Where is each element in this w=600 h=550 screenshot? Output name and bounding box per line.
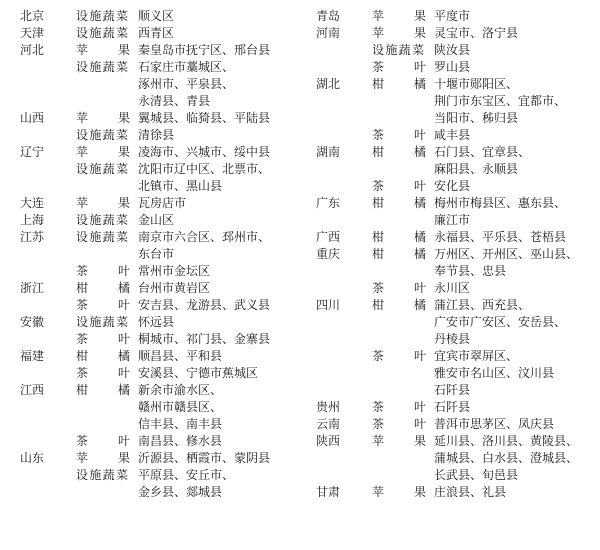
area-cell bbox=[434, 348, 590, 399]
table-row bbox=[20, 314, 296, 331]
area-line: 石门县、宜章县、 bbox=[433, 145, 530, 159]
province-cell: 湖南 bbox=[315, 145, 340, 159]
area-line: 永福县、平乐县、苍梧县 bbox=[433, 230, 566, 244]
table-row bbox=[20, 331, 296, 348]
area-cell bbox=[434, 433, 590, 484]
table-row bbox=[20, 127, 296, 144]
product-kind-label: 设施蔬菜 bbox=[76, 468, 128, 482]
table-row bbox=[20, 8, 296, 25]
province-cell: 辽宁 bbox=[20, 145, 45, 159]
area-line: 常州市金坛区 bbox=[138, 264, 211, 278]
product-kind-cell bbox=[372, 178, 434, 195]
product-kind-cell bbox=[76, 331, 138, 348]
area-cell bbox=[138, 297, 296, 314]
area-cell bbox=[138, 263, 296, 280]
area-cell bbox=[434, 195, 590, 229]
area-cell bbox=[138, 467, 296, 501]
area-line: 石阡县 bbox=[433, 400, 470, 414]
product-kind-label: 设施蔬菜 bbox=[76, 213, 128, 227]
product-kind-cell bbox=[372, 229, 434, 246]
product-kind-cell bbox=[372, 399, 434, 416]
table-row bbox=[316, 42, 590, 59]
area-line: 安溪县、宁德市蕉城区 bbox=[138, 366, 259, 380]
area-line: 瓦房店市 bbox=[138, 196, 187, 210]
area-line: 台州市黄岩区 bbox=[138, 281, 211, 295]
product-kind-cell bbox=[372, 416, 434, 433]
province-cell bbox=[20, 127, 76, 144]
table-row bbox=[316, 144, 590, 178]
table-row bbox=[20, 280, 296, 297]
area-cell bbox=[138, 280, 296, 297]
area-line: 梅州市梅县区、惠东县、 bbox=[433, 196, 566, 210]
area-line: 荆门市东宝区、宜都市、 bbox=[433, 94, 566, 108]
product-kind-cell bbox=[372, 127, 434, 144]
province-cell: 贵州 bbox=[315, 400, 340, 414]
product-kind-cell bbox=[76, 127, 138, 144]
area-line: 奉节县、忠县 bbox=[433, 264, 506, 278]
province-cell: 河北 bbox=[20, 43, 45, 57]
product-kind-cell bbox=[372, 484, 434, 501]
area-line: 廉江市 bbox=[433, 213, 470, 227]
area-cell bbox=[434, 280, 590, 297]
area-line: 南京市六合区、邳州市、 bbox=[138, 230, 271, 244]
product-kind-label: 设施蔬菜 bbox=[76, 315, 128, 329]
area-cell bbox=[138, 195, 296, 212]
product-kind-cell bbox=[372, 348, 434, 399]
product-kind-label: 茶叶 bbox=[371, 60, 426, 74]
product-kind-label: 设施蔬菜 bbox=[76, 60, 128, 74]
area-line: 怀远县 bbox=[138, 315, 175, 329]
province-cell: 安徽 bbox=[20, 315, 45, 329]
area-line: 桐城市、祁门县、金寨县 bbox=[138, 332, 271, 346]
table-row bbox=[316, 195, 590, 229]
area-line: 南昌县、修水县 bbox=[138, 434, 223, 448]
province-cell: 湖北 bbox=[315, 77, 340, 91]
product-kind-cell bbox=[76, 450, 138, 467]
table-row bbox=[20, 161, 296, 195]
table-row bbox=[20, 229, 296, 263]
left-table bbox=[20, 8, 296, 501]
province-cell bbox=[316, 178, 372, 195]
area-cell bbox=[434, 484, 590, 501]
area-line: 当阳市、秭归县 bbox=[433, 111, 518, 125]
product-kind-cell bbox=[372, 144, 434, 178]
area-line: 安吉县、龙游县、武义县 bbox=[138, 298, 271, 312]
product-kind-label: 柑橘 bbox=[76, 349, 130, 363]
product-kind-cell bbox=[76, 314, 138, 331]
table-row bbox=[316, 433, 590, 484]
area-line: 平原县、安丘市、 bbox=[138, 468, 235, 482]
product-kind-label: 柑橘 bbox=[76, 383, 130, 397]
product-kind-label: 苹果 bbox=[76, 451, 130, 465]
product-kind-label: 柑橘 bbox=[371, 298, 426, 312]
area-line: 凌海市、兴城市、绥中县 bbox=[138, 145, 271, 159]
product-kind-cell bbox=[76, 297, 138, 314]
product-kind-label: 茶叶 bbox=[371, 400, 426, 414]
product-kind-cell bbox=[76, 25, 138, 42]
area-cell bbox=[434, 178, 590, 195]
province-cell: 重庆 bbox=[315, 247, 340, 261]
area-line: 延川县、洛川县、黄陵县、 bbox=[433, 434, 578, 448]
product-kind-cell bbox=[76, 348, 138, 365]
area-cell bbox=[138, 59, 296, 110]
area-cell bbox=[434, 229, 590, 246]
right-table bbox=[316, 8, 590, 501]
area-line: 陕汝县 bbox=[433, 43, 470, 57]
product-kind-cell bbox=[76, 8, 138, 25]
area-line: 灵宝市、洛宁县 bbox=[433, 26, 518, 40]
area-cell bbox=[138, 8, 296, 25]
area-line: 北镇市、黑山县 bbox=[138, 179, 223, 193]
area-cell bbox=[138, 229, 296, 263]
table-row bbox=[20, 365, 296, 382]
product-kind-cell bbox=[372, 280, 434, 297]
area-line: 沈阳市辽中区、北票市、 bbox=[138, 162, 271, 176]
product-kind-label: 柑橘 bbox=[371, 145, 426, 159]
province-cell: 上海 bbox=[20, 213, 45, 227]
left-column bbox=[6, 8, 300, 544]
area-cell bbox=[138, 161, 296, 195]
product-kind-cell bbox=[76, 42, 138, 59]
product-kind-cell bbox=[372, 8, 434, 25]
area-line: 十堰市郧阳区、 bbox=[433, 77, 518, 91]
table-row bbox=[316, 8, 590, 25]
area-cell bbox=[138, 314, 296, 331]
table-row bbox=[316, 127, 590, 144]
product-kind-label: 茶叶 bbox=[371, 179, 426, 193]
product-kind-label: 茶叶 bbox=[76, 264, 130, 278]
product-kind-cell bbox=[372, 433, 434, 484]
product-kind-label: 茶叶 bbox=[371, 417, 426, 431]
area-line: 新余市渝水区、 bbox=[138, 383, 223, 397]
area-cell bbox=[434, 127, 590, 144]
table-row bbox=[20, 110, 296, 127]
product-kind-label: 苹果 bbox=[371, 26, 426, 40]
area-cell bbox=[138, 331, 296, 348]
product-kind-label: 苹果 bbox=[76, 145, 130, 159]
product-kind-label: 柑橘 bbox=[371, 230, 426, 244]
table-row bbox=[20, 467, 296, 501]
province-cell: 山东 bbox=[20, 451, 45, 465]
product-kind-cell bbox=[76, 433, 138, 450]
province-cell: 大连 bbox=[20, 196, 45, 210]
area-line: 石家庄市藁城区、 bbox=[138, 60, 235, 74]
area-cell bbox=[138, 127, 296, 144]
province-cell bbox=[20, 263, 76, 280]
product-kind-cell bbox=[372, 42, 434, 59]
area-line: 信丰县、南丰县 bbox=[138, 417, 223, 431]
product-kind-cell bbox=[76, 263, 138, 280]
area-cell bbox=[434, 59, 590, 76]
area-line: 西青区 bbox=[138, 26, 175, 40]
table-row bbox=[20, 42, 296, 59]
product-kind-cell bbox=[76, 195, 138, 212]
product-kind-cell bbox=[76, 212, 138, 229]
province-cell: 山西 bbox=[20, 111, 45, 125]
province-cell bbox=[316, 127, 372, 144]
area-line: 蒲江县、西充县、 bbox=[433, 298, 530, 312]
area-line: 清徐县 bbox=[138, 128, 175, 142]
area-cell bbox=[434, 144, 590, 178]
product-kind-cell bbox=[372, 246, 434, 280]
product-kind-label: 苹果 bbox=[371, 485, 426, 499]
table-row bbox=[316, 297, 590, 348]
area-line: 宜宾市翠屏区、 bbox=[433, 349, 518, 363]
product-kind-label: 茶叶 bbox=[371, 281, 426, 295]
product-kind-label: 苹果 bbox=[76, 111, 130, 125]
table-row bbox=[316, 178, 590, 195]
area-cell bbox=[138, 348, 296, 365]
province-cell bbox=[20, 59, 76, 110]
area-line: 罗山县 bbox=[433, 60, 470, 74]
table-row bbox=[20, 433, 296, 450]
area-line: 涿州市、平泉县、 bbox=[138, 77, 235, 91]
area-line: 秦皇岛市抚宁区、邢台县 bbox=[138, 43, 271, 57]
table-row bbox=[20, 212, 296, 229]
product-kind-label: 苹果 bbox=[76, 43, 130, 57]
product-kind-label: 设施蔬菜 bbox=[76, 9, 128, 23]
product-kind-cell bbox=[76, 280, 138, 297]
table-row bbox=[316, 348, 590, 399]
product-kind-label: 茶叶 bbox=[371, 349, 426, 363]
product-kind-label: 柑橘 bbox=[371, 247, 426, 261]
product-kind-label: 柑橘 bbox=[371, 196, 426, 210]
product-kind-cell bbox=[372, 195, 434, 229]
left-table-body bbox=[20, 8, 296, 501]
area-line: 丹棱县 bbox=[433, 332, 470, 346]
province-cell: 陕西 bbox=[315, 434, 340, 448]
area-cell bbox=[434, 8, 590, 25]
product-kind-label: 柑橘 bbox=[371, 77, 426, 91]
province-cell: 福建 bbox=[20, 349, 45, 363]
table-row bbox=[316, 59, 590, 76]
area-cell bbox=[434, 42, 590, 59]
province-cell: 广东 bbox=[315, 196, 340, 210]
province-cell: 四川 bbox=[315, 298, 340, 312]
area-line: 长武县、旬邑县 bbox=[433, 468, 518, 482]
area-line: 永清县、青县 bbox=[138, 94, 211, 108]
area-cell bbox=[434, 416, 590, 433]
product-kind-cell bbox=[76, 382, 138, 433]
product-kind-label: 苹果 bbox=[371, 9, 426, 23]
province-cell: 青岛 bbox=[315, 9, 340, 23]
province-cell bbox=[20, 297, 76, 314]
area-line: 咸丰县 bbox=[433, 128, 470, 142]
product-kind-cell bbox=[76, 365, 138, 382]
area-cell bbox=[434, 297, 590, 348]
area-line: 沂源县、栖霞市、蒙阴县 bbox=[138, 451, 271, 465]
right-column bbox=[300, 8, 594, 544]
province-cell bbox=[20, 331, 76, 348]
table-row bbox=[20, 297, 296, 314]
table-row bbox=[316, 399, 590, 416]
table-row bbox=[20, 450, 296, 467]
province-cell bbox=[20, 433, 76, 450]
area-cell bbox=[138, 110, 296, 127]
product-kind-label: 茶叶 bbox=[76, 366, 130, 380]
province-cell: 北京 bbox=[20, 9, 45, 23]
table-row bbox=[20, 25, 296, 42]
area-cell bbox=[434, 76, 590, 127]
product-kind-label: 设施蔬菜 bbox=[76, 26, 128, 40]
province-cell: 广西 bbox=[315, 230, 340, 244]
table-row bbox=[316, 229, 590, 246]
province-cell bbox=[20, 365, 76, 382]
province-cell: 江西 bbox=[20, 383, 45, 397]
table-row bbox=[20, 382, 296, 433]
area-line: 东台市 bbox=[138, 247, 175, 261]
area-cell bbox=[434, 399, 590, 416]
area-line: 金山区 bbox=[138, 213, 175, 227]
area-line: 平度市 bbox=[433, 9, 470, 23]
province-cell bbox=[316, 280, 372, 297]
product-kind-label: 苹果 bbox=[76, 196, 130, 210]
table-row bbox=[316, 76, 590, 127]
area-line: 赣州市赣县区、 bbox=[138, 400, 223, 414]
product-kind-cell bbox=[76, 467, 138, 501]
province-cell: 江苏 bbox=[20, 230, 45, 244]
product-kind-label: 设施蔬菜 bbox=[76, 230, 128, 244]
product-kind-cell bbox=[372, 76, 434, 127]
product-kind-cell bbox=[76, 110, 138, 127]
area-line: 金乡县、郯城县 bbox=[138, 485, 223, 499]
table-row bbox=[20, 263, 296, 280]
area-cell bbox=[138, 433, 296, 450]
product-kind-cell bbox=[372, 25, 434, 42]
area-line: 庄浪县、礼县 bbox=[433, 485, 506, 499]
product-kind-cell bbox=[76, 229, 138, 263]
area-cell bbox=[138, 382, 296, 433]
area-cell bbox=[138, 42, 296, 59]
table-row bbox=[316, 416, 590, 433]
province-cell bbox=[316, 42, 372, 59]
area-line: 蒲城县、白水县、澄城县、 bbox=[433, 451, 578, 465]
area-cell bbox=[138, 365, 296, 382]
province-cell bbox=[316, 59, 372, 76]
product-kind-cell bbox=[76, 144, 138, 161]
area-cell bbox=[434, 25, 590, 42]
table-row bbox=[20, 59, 296, 110]
area-line: 广安市广安区、安岳县、 bbox=[433, 315, 566, 329]
province-cell: 云南 bbox=[315, 417, 340, 431]
area-cell bbox=[138, 450, 296, 467]
right-table-body bbox=[316, 8, 590, 501]
province-cell: 甘肃 bbox=[315, 485, 340, 499]
province-cell: 天津 bbox=[20, 26, 45, 40]
area-line: 普洱市思茅区、凤庆县 bbox=[433, 417, 554, 431]
province-cell: 浙江 bbox=[20, 281, 45, 295]
area-line: 万州区、开州区、巫山县、 bbox=[433, 247, 578, 261]
province-cell bbox=[20, 161, 76, 195]
area-line: 永川区 bbox=[433, 281, 470, 295]
area-line: 顺义区 bbox=[138, 9, 175, 23]
province-cell bbox=[20, 467, 76, 501]
area-line: 麻阳县、永顺县 bbox=[433, 162, 518, 176]
area-line: 雅安市名山区、汶川县 bbox=[433, 366, 554, 380]
table-row bbox=[316, 280, 590, 297]
product-kind-label: 茶叶 bbox=[76, 332, 130, 346]
product-kind-label: 设施蔬菜 bbox=[371, 43, 424, 57]
table-row bbox=[316, 484, 590, 501]
product-kind-label: 茶叶 bbox=[76, 434, 130, 448]
province-cell: 河南 bbox=[315, 26, 340, 40]
product-kind-label: 设施蔬菜 bbox=[76, 162, 128, 176]
product-kind-label: 苹果 bbox=[371, 434, 426, 448]
area-cell bbox=[434, 246, 590, 280]
product-kind-label: 柑橘 bbox=[76, 281, 130, 295]
product-kind-label: 设施蔬菜 bbox=[76, 128, 128, 142]
product-kind-cell bbox=[76, 161, 138, 195]
area-line: 石阡县 bbox=[433, 383, 470, 397]
area-line: 顺昌县、平和县 bbox=[138, 349, 223, 363]
area-cell bbox=[138, 144, 296, 161]
product-kind-cell bbox=[372, 59, 434, 76]
product-kind-cell bbox=[76, 59, 138, 110]
table-row bbox=[316, 25, 590, 42]
table-row bbox=[20, 144, 296, 161]
table-row bbox=[316, 246, 590, 280]
table-row bbox=[20, 348, 296, 365]
product-kind-cell bbox=[372, 297, 434, 348]
product-kind-label: 茶叶 bbox=[371, 128, 426, 142]
area-cell bbox=[138, 25, 296, 42]
area-cell bbox=[138, 212, 296, 229]
table-row bbox=[20, 195, 296, 212]
province-cell bbox=[316, 348, 372, 399]
area-line: 安化县 bbox=[433, 179, 470, 193]
area-line: 翼城县、临猗县、平陆县 bbox=[138, 111, 271, 125]
product-kind-label: 茶叶 bbox=[76, 298, 130, 312]
